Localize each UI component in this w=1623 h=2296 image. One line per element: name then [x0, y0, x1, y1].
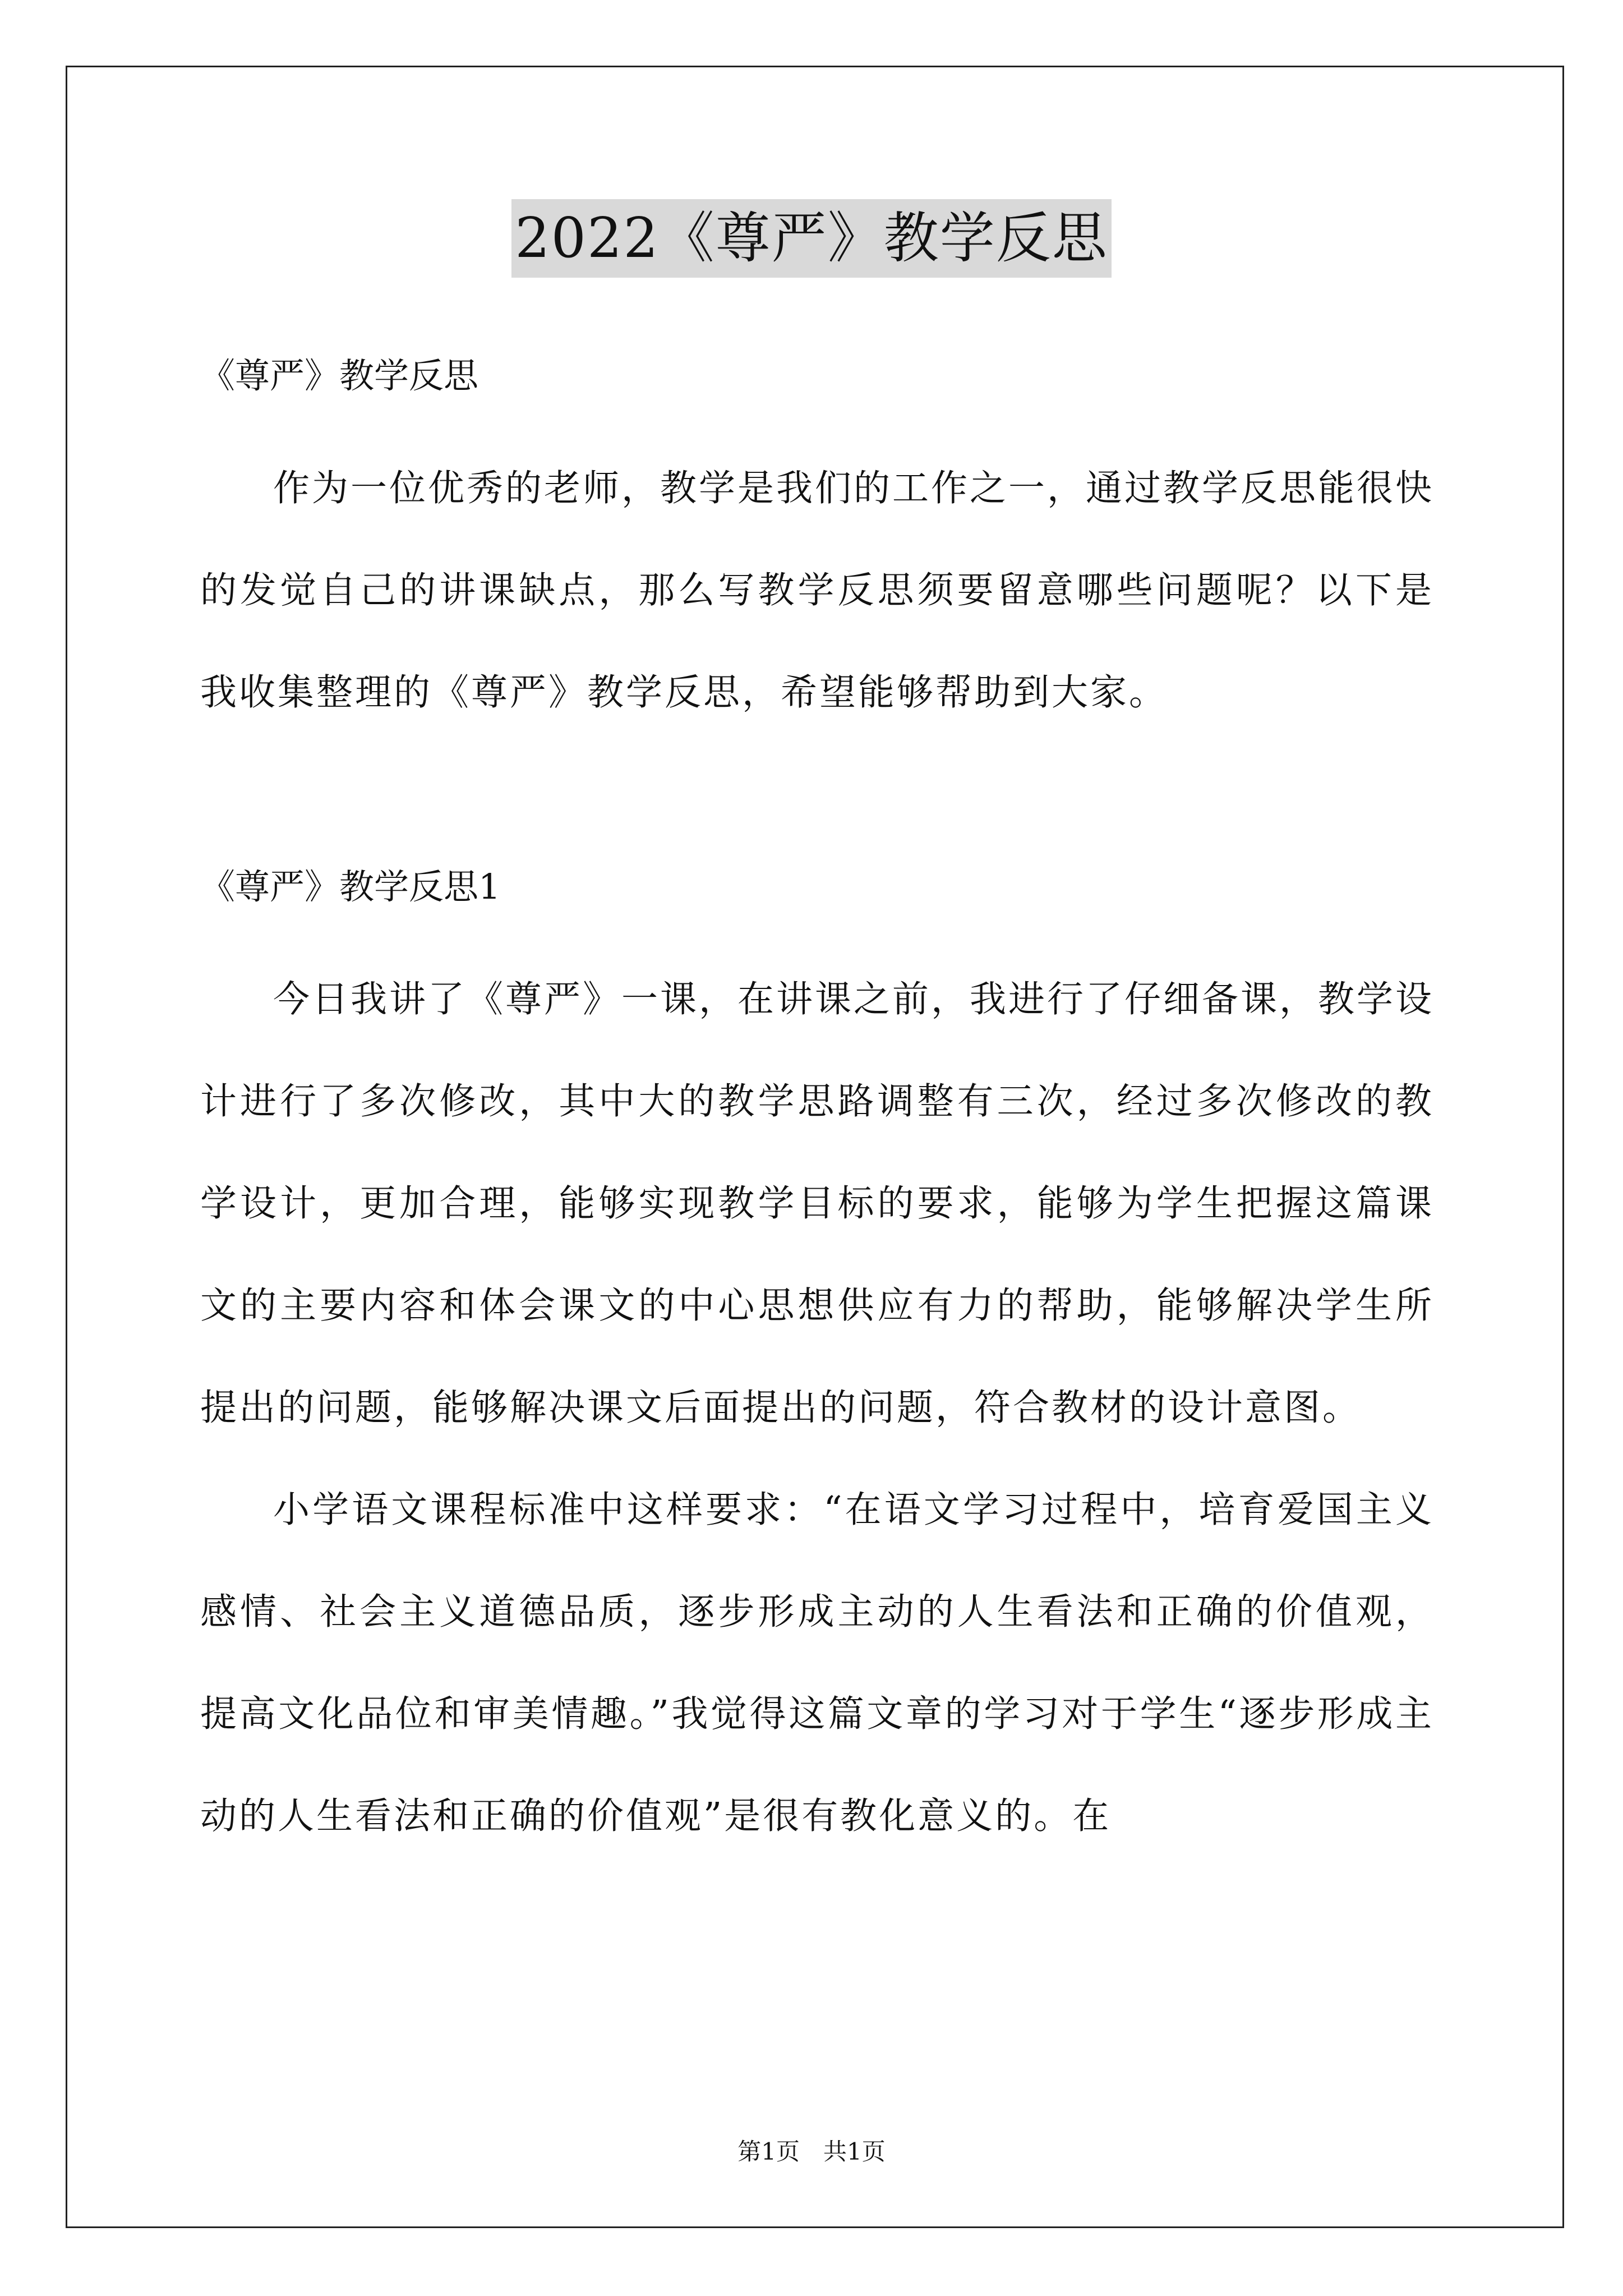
document-title: 2022《尊严》教学反思	[511, 199, 1111, 278]
document-body	[200, 342, 1434, 1867]
intro-paragraph: 作为一位优秀的老师，教学是我们的工作之一，通过教学反思能很快的发觉自己的讲课缺点，那么写教学反思须要留意哪些问题呢？以下是我收集整理的《尊严》教学反思，希望能够帮助到大家。	[200, 467, 1435, 714]
section-heading-1: 《尊严》教学反思1	[200, 866, 501, 907]
page-footer: 第1页 共1页	[737, 2138, 886, 2165]
subtitle-heading: 《尊严》教学反思	[200, 355, 479, 396]
section-1-paragraph-2: 小学语文课程标准中这样要求：“在语文学习过程中，培育爱国主义感情、社会主义道德品质，逐步形成主动的人生看法和正确的价值观，提高文化品位和审美情趣。”我觉得这篇文章的学习对于学生“逐步形成主动的人生看法和正确的价值观”是很有教化意义的。在	[200, 1489, 1434, 1837]
section-1-paragraph-1: 今日我讲了《尊严》一课，在讲课之前，我进行了仔细备课，教学设计进行了多次修改，其中大的教学思路调整有三次，经过多次修改的教学设计，更加合理，能够实现教学目标的要求，能够为学生把握这篇课文的主要内容和体会课文的中心思想供应有力的帮助，能够解决学生所提出的问题，能够解决课文后面提出的问题，符合教材的设计意图。	[200, 978, 1435, 1429]
spacer	[200, 409, 1434, 438]
spacer	[200, 921, 1434, 949]
spacer	[200, 744, 1434, 853]
title-container	[0, 199, 1623, 278]
